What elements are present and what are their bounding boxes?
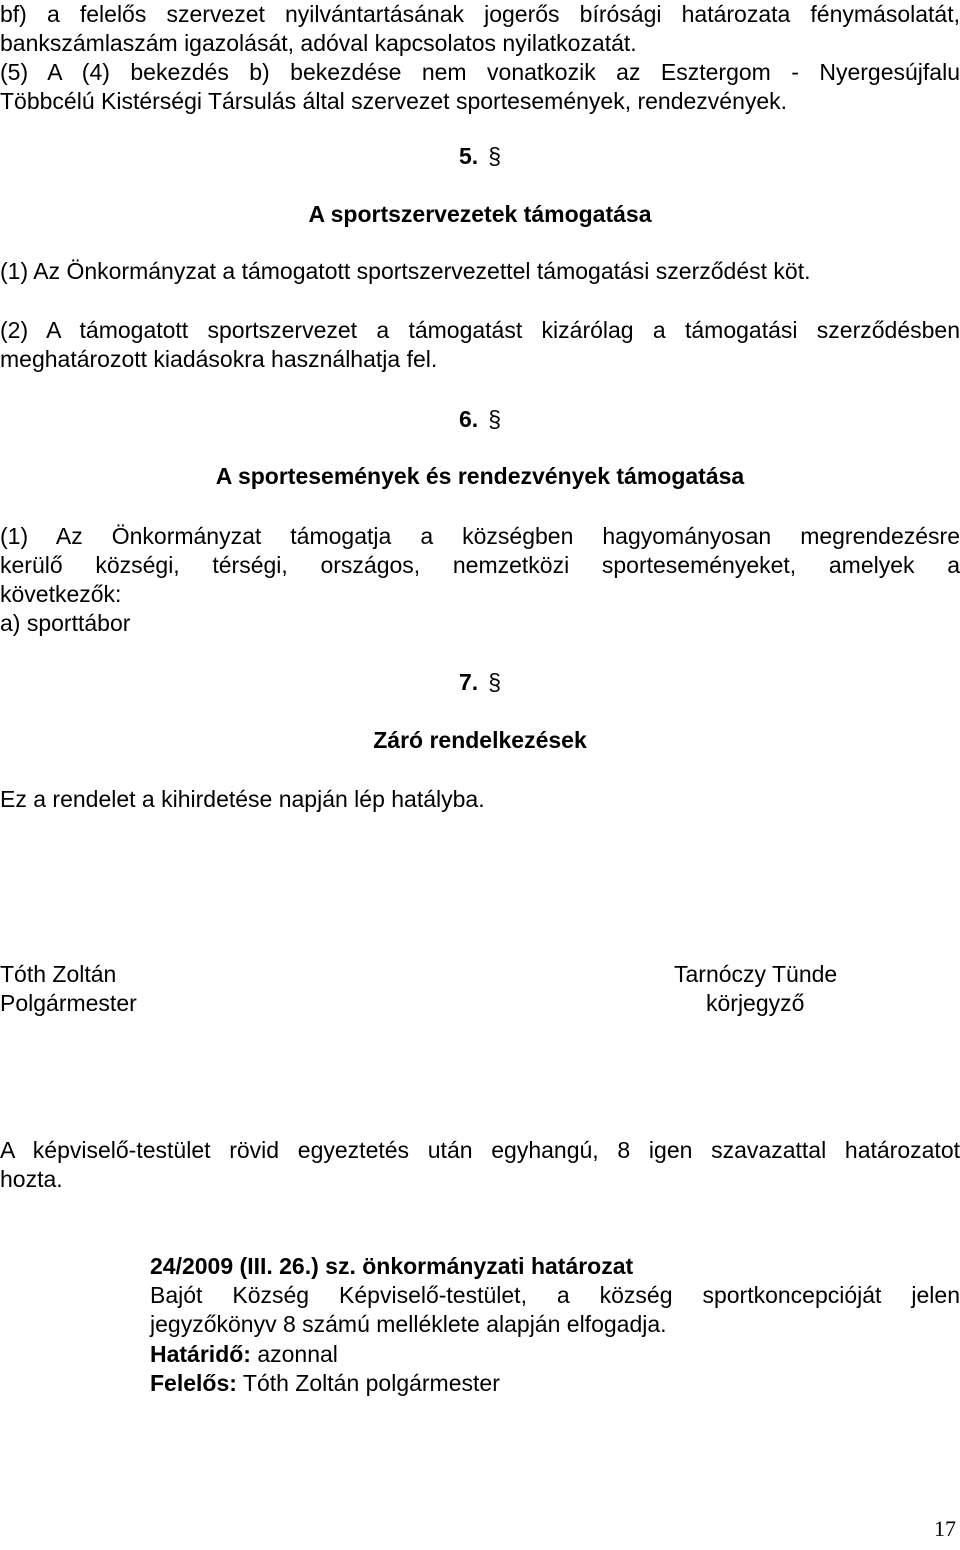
section-number: 7.: [459, 669, 479, 695]
deadline-label: Határidő:: [150, 1341, 251, 1367]
section-sign-icon: §: [488, 143, 501, 169]
resolution-body-line: jegyzőkönyv 8 számú melléklete alapján elfogadja.: [150, 1311, 667, 1337]
section-heading-5: [0, 142, 960, 172]
section-sign-icon: §: [488, 669, 501, 695]
body-text-line: bankszámlaszám igazolását, adóval kapcsolatos nyilatkozatát.: [0, 30, 637, 56]
section-number: 6.: [459, 406, 479, 432]
paragraph-5-1: (1) Az Önkormányzat a támogatott sportszervezettel támogatási szerződést köt.: [0, 258, 811, 284]
resolution-responsible: [150, 1369, 500, 1399]
section-heading-6: [0, 405, 960, 435]
body-text-line: bf) a felelős szervezet nyilvántartásának jogerős bírósági határozata fénymásolatát,: [0, 1, 960, 27]
paragraph-7-1: Ez a rendelet a kihirdetése napján lép hatályba.: [0, 786, 485, 812]
signature-right-role: körjegyző: [706, 990, 805, 1016]
section-title-7: Záró rendelkezések: [373, 727, 587, 753]
vote-text-line: A képviselő-testület rövid egyeztetés után egyhangú, 8 igen szavazattal határozatot: [0, 1137, 960, 1163]
body-text-line: Többcélú Kistérségi Társulás által szervezet sportesemények, rendezvények.: [0, 88, 788, 114]
paragraph-6-1-line: következők:: [0, 581, 122, 607]
section-title-6: A sportesemények és rendezvények támogatása: [215, 463, 745, 489]
section-heading-7: [0, 668, 960, 698]
signature-left-role: Polgármester: [0, 990, 137, 1016]
paragraph-6-1-line: (1) Az Önkormányzat támogatja a községben hagyományosan megrendezésre: [0, 523, 960, 549]
section-title-5: A sportszervezetek támogatása: [308, 201, 652, 227]
resolution-body-line: Bajót Község Képviselő-testület, a község sportkoncepcióját jelen: [150, 1282, 960, 1308]
deadline-value: azonnal: [250, 1341, 338, 1367]
paragraph-6-1-line: kerülő községi, térségi, országos, nemzetközi sporteseményeket, amelyek a: [0, 552, 960, 578]
vote-text-line: hozta.: [0, 1166, 63, 1192]
page-number: 17: [934, 1516, 956, 1541]
body-text-line: (5) A (4) bekezdés b) bekezdése nem vonatkozik az Esztergom - Nyergesújfalu: [0, 59, 960, 85]
paragraph-5-2-line: (2) A támogatott sportszervezet a támogatást kizárólag a támogatási szerződésben: [0, 317, 960, 343]
responsible-label: Felelős:: [150, 1370, 237, 1396]
signature-right-name: Tarnóczy Tünde: [674, 961, 838, 987]
paragraph-5-2-line: meghatározott kiadásokra használhatja fel.: [0, 346, 438, 372]
section-number: 5.: [459, 143, 479, 169]
responsible-value: Tóth Zoltán polgármester: [236, 1370, 500, 1396]
signature-left-name: Tóth Zoltán: [0, 961, 117, 987]
section-sign-icon: §: [488, 406, 501, 432]
list-item-a: a) sporttábor: [0, 610, 131, 636]
resolution-deadline: [150, 1340, 338, 1370]
resolution-title: 24/2009 (III. 26.) sz. önkormányzati határozat: [150, 1253, 634, 1279]
